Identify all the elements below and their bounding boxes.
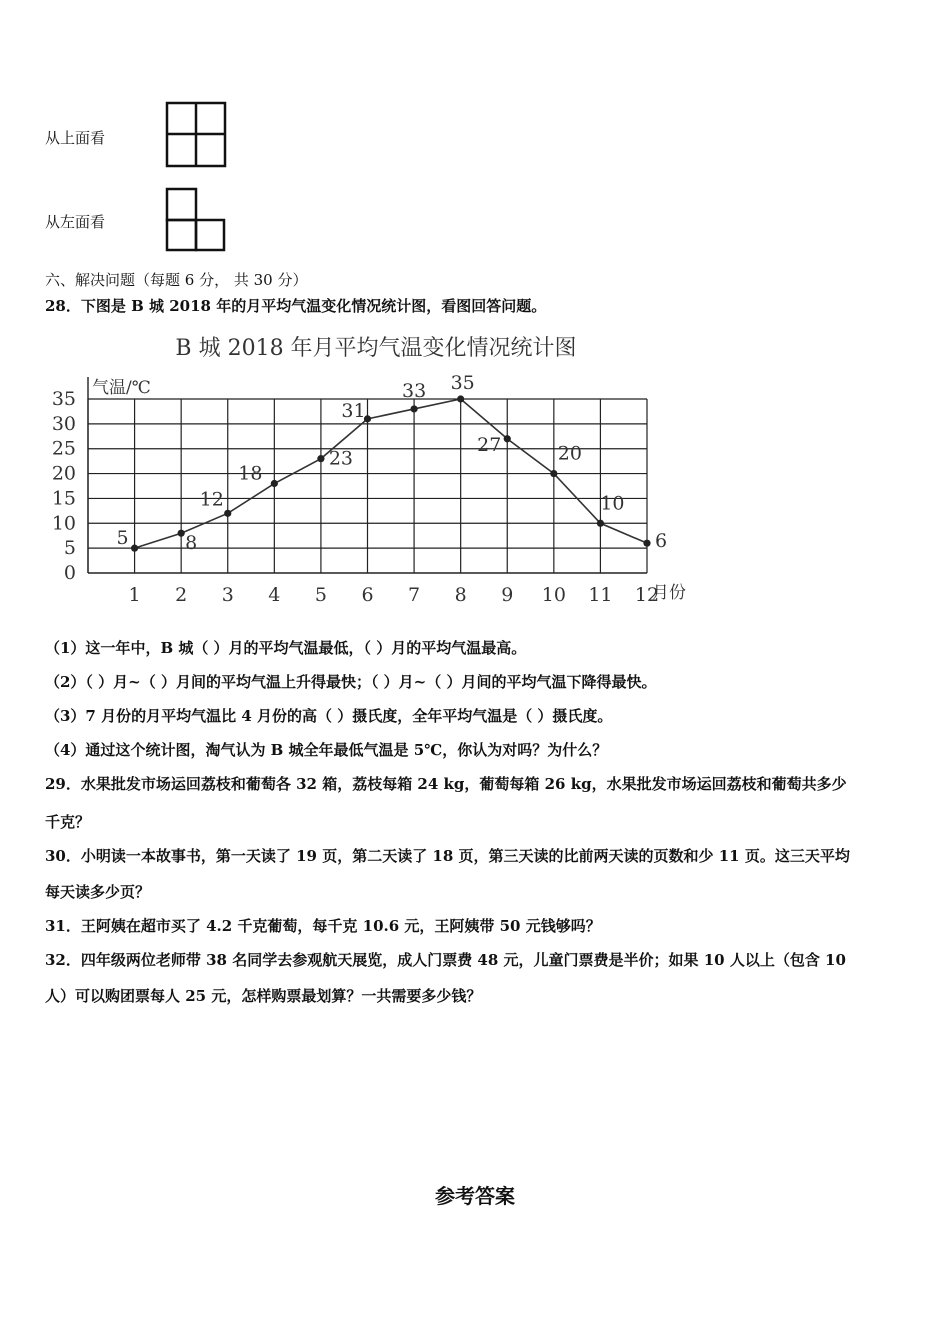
q28-sub3: （3）7 月份的月平均气温比 4 月份的高（ ）摄氏度，全年平均气温是（ ）摄氏度。 <box>45 707 613 725</box>
x-tick-label: 11 <box>588 584 613 606</box>
view-left-label: 从左面看 <box>45 213 106 231</box>
data-label-month-4: 18 <box>238 462 263 485</box>
y-tick-label: 25 <box>51 437 76 460</box>
q28-stem: 28．下图是 B 城 2018 年的月平均气温变化情况统计图，看图回答问题。 <box>45 297 547 315</box>
y-tick-label: 10 <box>51 512 76 535</box>
x-tick-label: 5 <box>314 584 327 606</box>
y-tick-label: 5 <box>63 537 76 560</box>
q28-sub4: （4）通过这个统计图，淘气认为 B 城全年最低气温是 5℃，你认为对吗？为什么？ <box>45 741 608 759</box>
data-point-month-3 <box>224 510 231 517</box>
data-label-month-2: 8 <box>185 532 198 555</box>
data-point-month-10 <box>550 470 557 477</box>
q31-line1: 31．王阿姨在超市买了 4.2 千克葡萄，每千克 10.6 元，王阿姨带 50 元钱够吗？ <box>45 917 601 935</box>
section-heading: 六、解决问题（每题 6 分， 共 30 分） <box>45 271 308 289</box>
data-point-month-1 <box>131 545 138 552</box>
x-tick-label: 9 <box>501 584 514 606</box>
left-view-figure <box>162 184 230 256</box>
data-point-month-11 <box>597 520 604 527</box>
answers-title: 参考答案 <box>435 1184 515 1208</box>
q32-line1: 32．四年级两位老师带 38 名同学去参观航天展览，成人门票费 48 元，儿童门票费是半价；如果 10 人以上（包含 10 <box>45 951 846 969</box>
chart-x-axis-label: 月份 <box>652 583 686 603</box>
data-point-month-4 <box>271 480 278 487</box>
data-point-month-8 <box>457 395 464 402</box>
data-label-month-11: 10 <box>600 492 625 515</box>
data-label-month-1: 5 <box>116 527 129 550</box>
q30-line2: 每天读多少页？ <box>45 883 151 901</box>
q30-line1: 30．小明读一本故事书，第一天读了 19 页，第二天读了 18 页，第三天读的比前两天读的页数和少 11 页。这三天平均 <box>45 847 850 865</box>
x-tick-label: 3 <box>221 584 234 606</box>
x-tick-label: 10 <box>541 584 566 606</box>
data-point-month-5 <box>317 455 324 462</box>
view-top-label: 从上面看 <box>45 129 106 147</box>
x-tick-label: 12 <box>634 584 660 606</box>
x-tick-label: 7 <box>408 584 421 606</box>
data-point-month-9 <box>504 435 511 442</box>
temperature-line-chart <box>40 325 720 615</box>
data-point-month-2 <box>178 530 185 537</box>
data-label-month-8: 35 <box>450 372 475 394</box>
data-label-month-3: 12 <box>199 488 224 511</box>
q28-sub2: （2）（ ）月~（ ）月间的平均气温上升得最快；（ ）月~（ ）月间的平均气温下降得最快。 <box>45 673 657 691</box>
y-tick-label: 0 <box>63 562 76 584</box>
q29-line1: 29．水果批发市场运回荔枝和葡萄各 32 箱，荔枝每箱 24 kg，葡萄每箱 26 kg，水果批发市场运回荔枝和葡萄共多少 <box>45 775 847 793</box>
x-tick-label: 2 <box>175 584 188 606</box>
y-tick-label: 35 <box>51 388 76 410</box>
x-tick-label: 8 <box>454 584 467 606</box>
x-tick-label: 1 <box>128 584 141 606</box>
data-label-month-12: 6 <box>654 530 668 553</box>
y-tick-label: 30 <box>51 412 76 435</box>
x-tick-label: 4 <box>268 584 281 606</box>
data-point-month-7 <box>410 405 417 412</box>
chart-title: B 城 2018 年月平均气温变化情况统计图 <box>175 336 577 361</box>
top-view-figure <box>162 98 230 170</box>
x-tick-label: 6 <box>361 584 374 606</box>
y-tick-label: 15 <box>51 487 76 510</box>
data-label-month-5: 23 <box>328 447 354 470</box>
chart-y-axis-label: 气温/℃ <box>92 378 151 398</box>
data-label-month-10: 20 <box>557 442 582 465</box>
data-label-month-9: 27 <box>477 433 502 456</box>
q28-sub1: （1）这一年中，B 城（ ）月的平均气温最低，（ ）月的平均气温最高。 <box>45 639 527 657</box>
q29-line2: 千克？ <box>45 813 91 831</box>
y-tick-label: 20 <box>51 462 76 485</box>
data-label-month-6: 31 <box>341 399 366 422</box>
data-point-month-12 <box>643 540 650 547</box>
q32-line2: 人）可以购团票每人 25 元，怎样购票最划算？一共需要多少钱？ <box>45 987 482 1005</box>
data-label-month-7: 33 <box>401 379 427 402</box>
